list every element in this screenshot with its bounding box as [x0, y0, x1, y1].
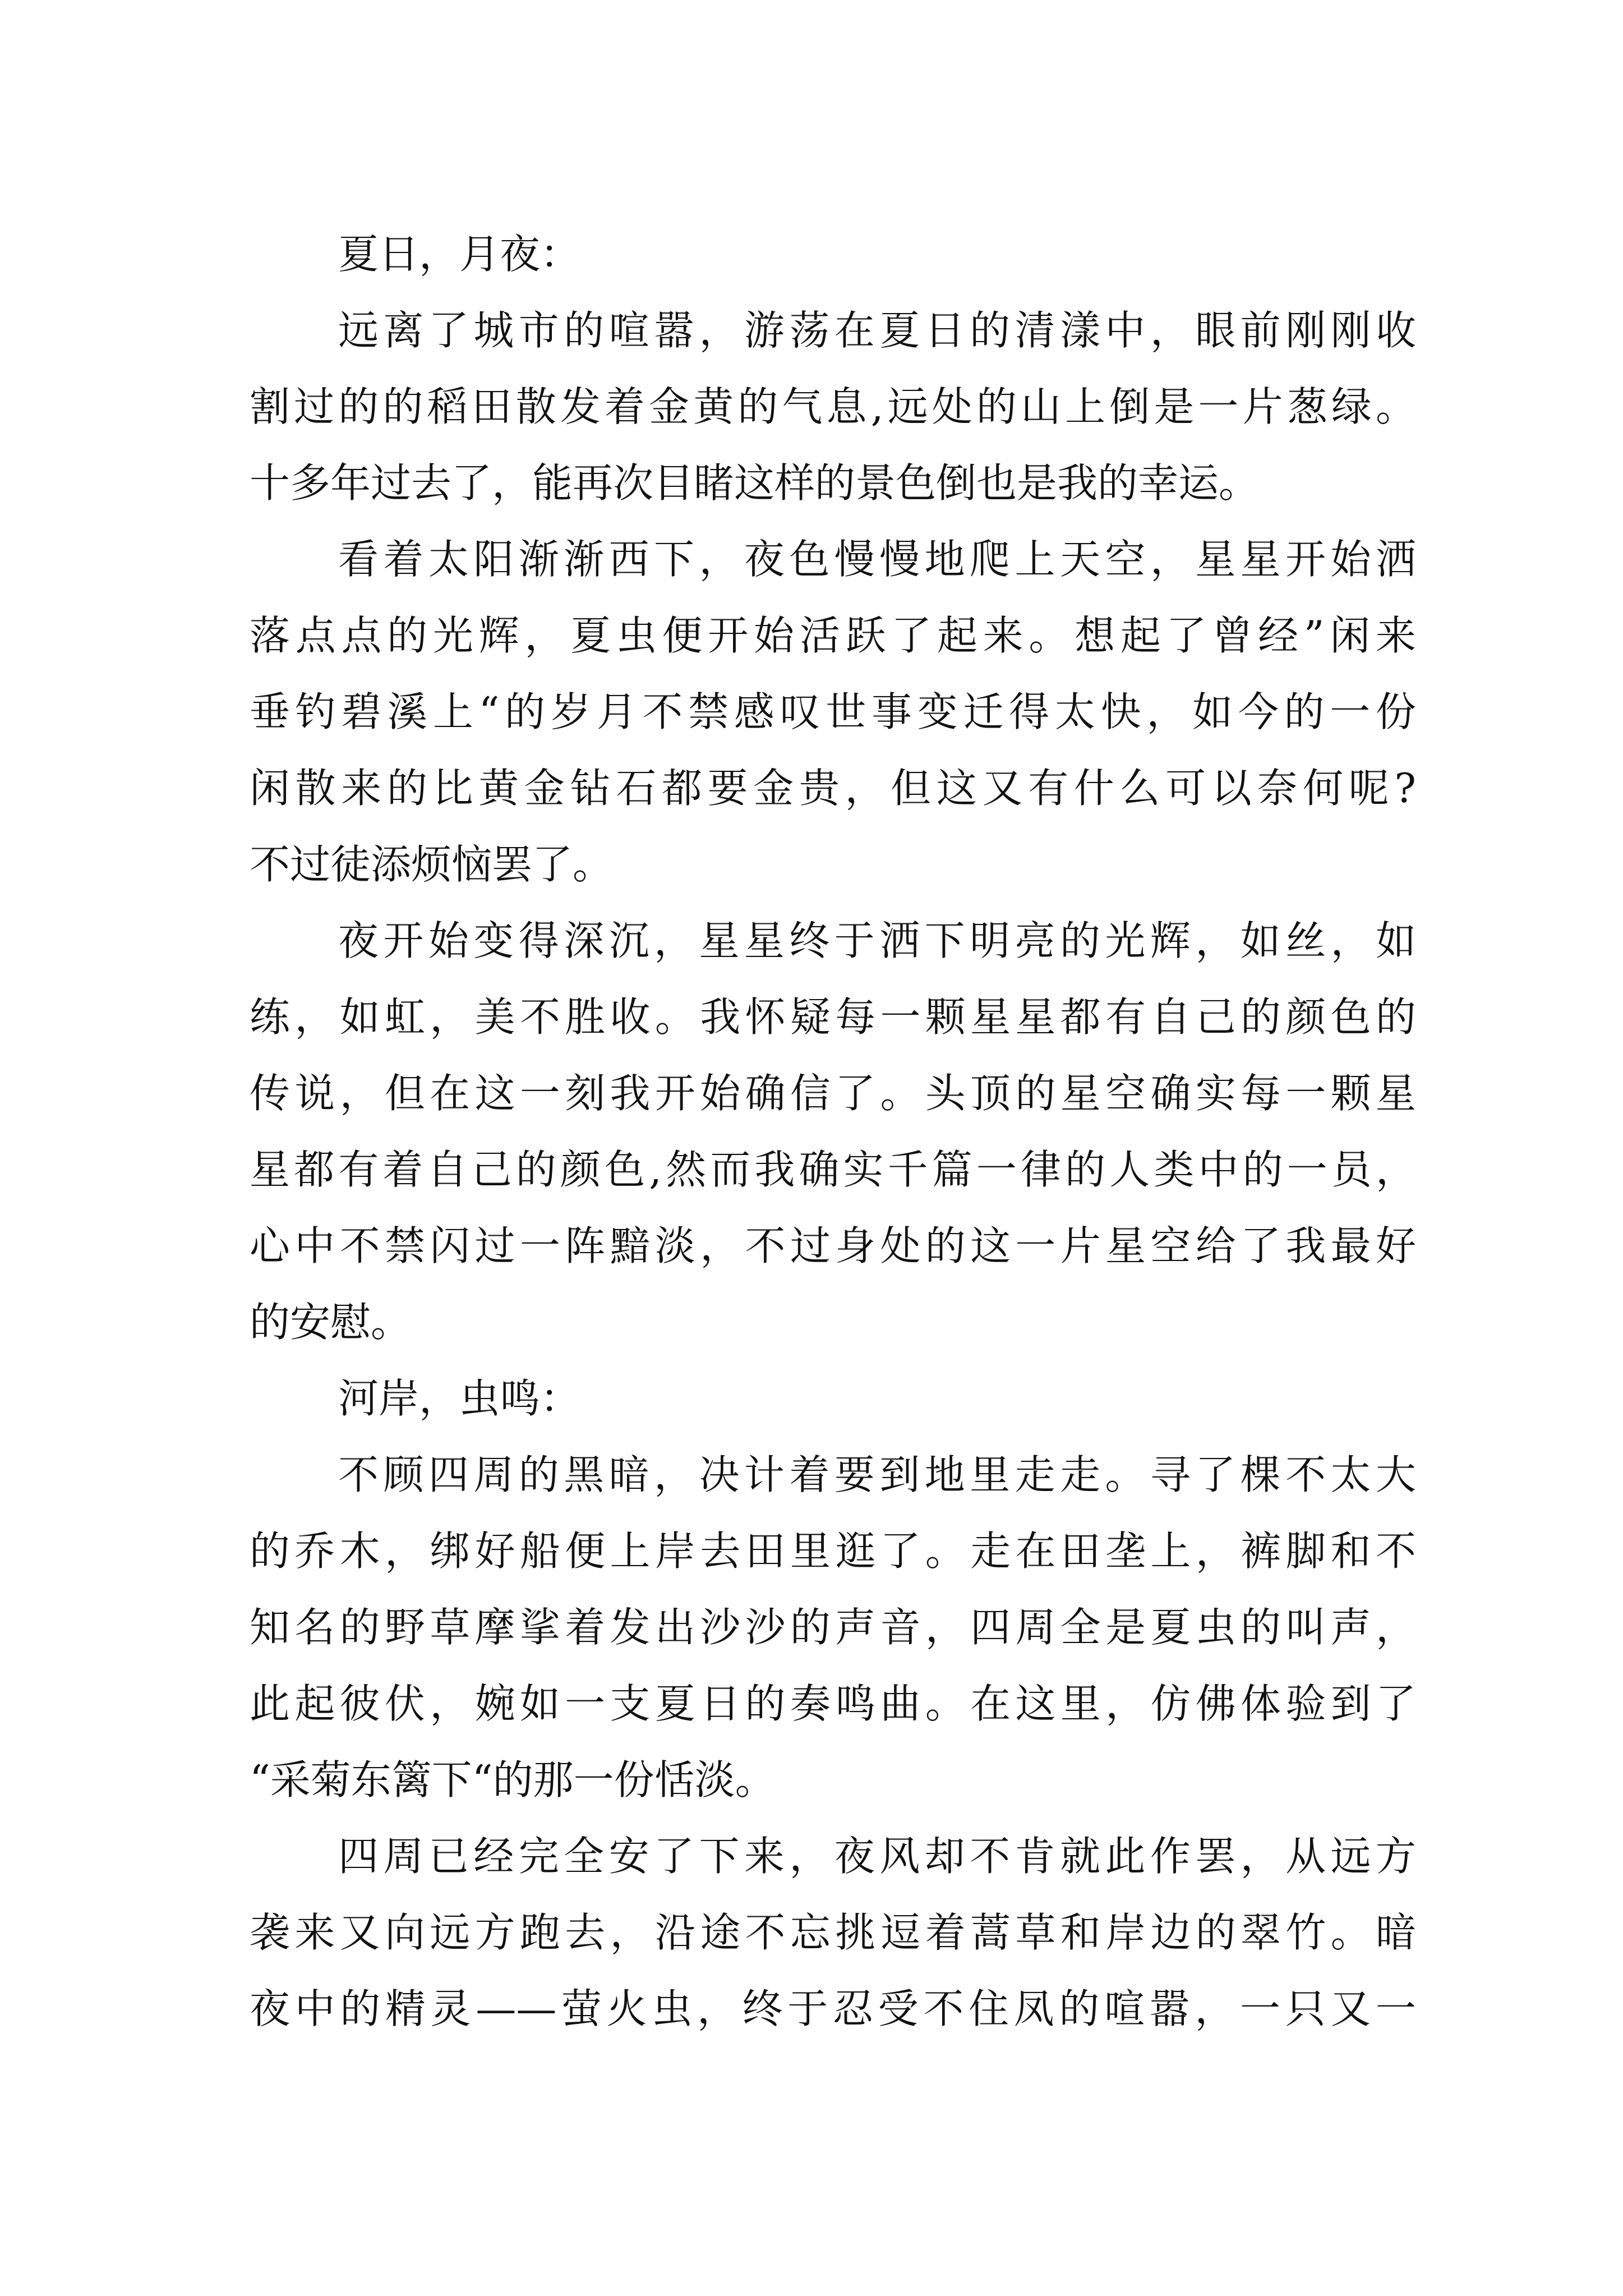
text-line: 不顾四周的黑暗，决计着要到地里走走。寻了棵不太大 — [338, 1451, 1416, 1498]
text-line: 心中不禁闪过一阵黯淡，不过身处的这一片星空给了我最好 — [250, 1222, 1416, 1269]
text-line: 远离了城市的喧嚣，游荡在夏日的清漾中，眼前刚刚收 — [338, 307, 1416, 354]
text-line: 夏日，月夜： — [338, 231, 581, 278]
text-line: 的安慰。 — [250, 1299, 412, 1346]
text-line: 十多年过去了，能再次目睹这样的景色倒也是我的幸运。 — [250, 459, 1260, 507]
text-line: 夜中的精灵——萤火虫，终于忍受不住凤的喧嚣，一只又一 — [250, 1985, 1416, 2032]
text-line: 看着太阳渐渐西下，夜色慢慢地爬上天空，星星开始洒 — [338, 536, 1416, 583]
text-line: 袭来又向远方跑去，沿途不忘挑逗着蒿草和岸边的翠竹。暗 — [250, 1909, 1416, 1956]
text-line: “采菊东篱下“的那一份恬淡。 — [250, 1756, 776, 1803]
text-line: 传说，但在这一刻我开始确信了。头顶的星空确实每一颗星 — [250, 1070, 1416, 1117]
text-line: 此起彼伏，婉如一支夏日的奏鸣曲。在这里，仿佛体验到了 — [250, 1680, 1416, 1727]
text-line: 不过徒添烦恼罢了。 — [250, 841, 614, 888]
text-line: 的乔木，绑好船便上岸去田里逛了。走在田垄上，裤脚和不 — [250, 1527, 1416, 1575]
text-line: 落点点的光辉，夏虫便开始活跃了起来。想起了曾经”闲来 — [250, 612, 1416, 659]
text-line: 四周已经完全安了下来，夜风却不肯就此作罢，从远方 — [338, 1833, 1416, 1880]
text-line: 河岸，虫鸣： — [338, 1375, 581, 1422]
text-line: 夜开始变得深沉，星星终于洒下明亮的光辉，如丝，如 — [338, 917, 1416, 964]
text-line: 闲散来的比黄金钻石都要金贵，但这又有什么可以奈何呢? — [250, 765, 1416, 812]
text-line: 练，如虹，美不胜收。我怀疑每一颗星星都有自己的颜色的 — [250, 993, 1416, 1041]
text-line: 星都有着自己的颜色,然而我确实千篇一律的人类中的一员， — [250, 1146, 1416, 1193]
text-line: 知名的野草摩挲着发出沙沙的声音，四周全是夏虫的叫声， — [250, 1604, 1416, 1651]
document-body — [250, 216, 1416, 2047]
text-line: 垂钓碧溪上“的岁月不禁感叹世事变迁得太快，如今的一份 — [250, 688, 1416, 735]
text-line: 割过的的稻田散发着金黄的气息,远处的山上倒是一片葱绿。 — [250, 383, 1416, 430]
